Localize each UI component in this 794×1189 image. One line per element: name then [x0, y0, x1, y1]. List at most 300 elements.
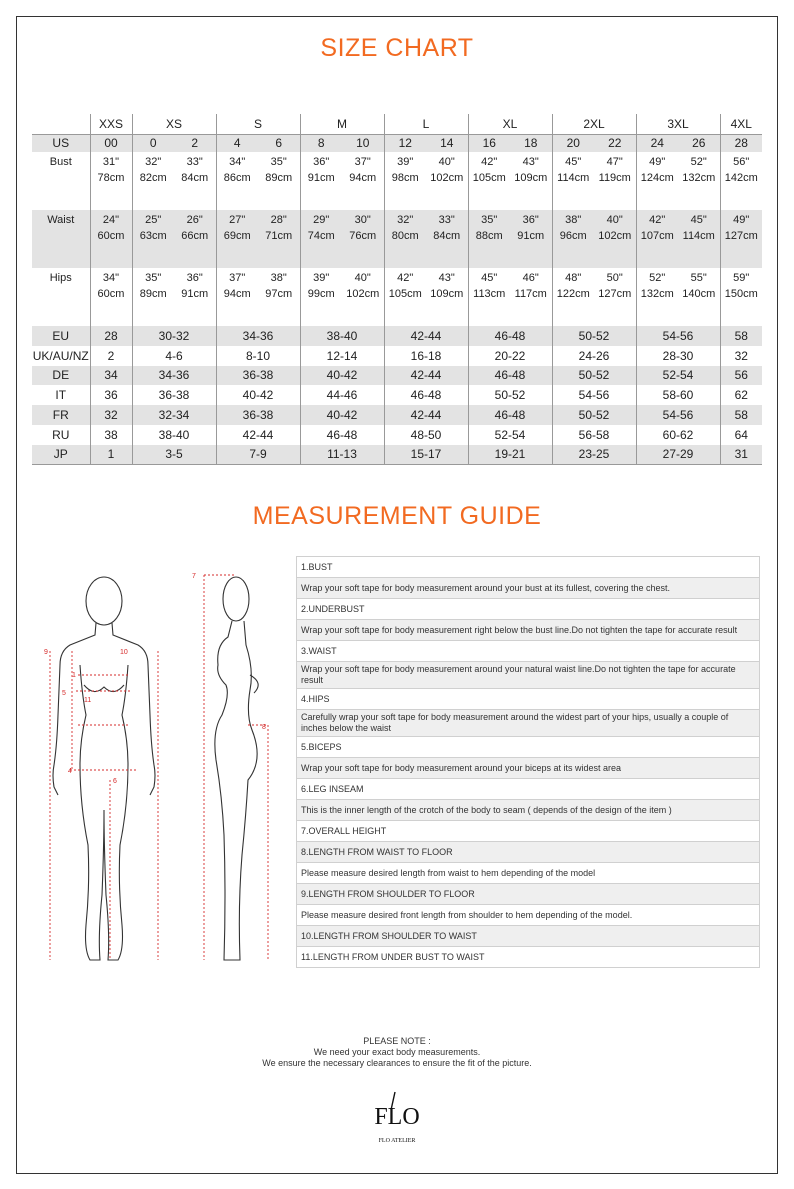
intl-size-cell: 15-17	[384, 445, 468, 465]
us-size-cell: 24	[636, 134, 678, 152]
hips-cell	[132, 268, 174, 326]
hips-cell	[342, 268, 384, 326]
hips-cm: 97cm	[265, 288, 293, 300]
bust-cell	[132, 152, 174, 210]
bust-cm: 94cm	[349, 172, 377, 184]
bust-cell	[300, 152, 342, 210]
intl-size-cell: 36	[90, 385, 132, 405]
hips-cm: 132cm	[640, 288, 674, 300]
letter-size-cell: 2XL	[552, 114, 636, 134]
hips-cm: 102cm	[346, 288, 380, 300]
intl-size-cell: 3-5	[132, 445, 216, 465]
intl-size-cell: 54-56	[636, 326, 720, 346]
waist-cell	[258, 210, 300, 268]
bust-inches: 40"	[438, 156, 455, 168]
waist-inches: 42"	[649, 214, 666, 226]
us-size-cell: 2	[174, 134, 216, 152]
guide-text: 9.LENGTH FROM SHOULDER TO FLOOR	[297, 884, 760, 905]
intl-size-cell: 56-58	[552, 425, 636, 445]
intl-size-cell: 40-42	[300, 405, 384, 425]
marker-1: 1	[72, 672, 76, 679]
guide-text: 8.LENGTH FROM WAIST TO FLOOR	[297, 842, 760, 863]
letter-size-cell: 3XL	[636, 114, 720, 134]
hips-inches: 37"	[229, 272, 246, 284]
guide-row	[297, 905, 760, 926]
waist-cm: 60cm	[97, 230, 125, 242]
row-label: Waist	[32, 210, 90, 268]
intl-size-cell: 50-52	[468, 385, 552, 405]
intl-size-cell: 42-44	[216, 425, 300, 445]
bust-cm: 102cm	[430, 172, 464, 184]
hips-cell	[552, 268, 594, 326]
hips-cm: 91cm	[181, 288, 209, 300]
marker-8: 8	[262, 724, 266, 731]
hips-cell	[174, 268, 216, 326]
intl-size-cell: 36-38	[216, 366, 300, 386]
bust-inches: 39"	[397, 156, 414, 168]
guide-row	[297, 863, 760, 884]
waist-cm: 102cm	[598, 230, 632, 242]
bust-cm: 82cm	[139, 172, 167, 184]
bust-cell	[720, 152, 762, 210]
hips-cm: 105cm	[388, 288, 422, 300]
bust-row	[32, 152, 762, 210]
intl-size-cell: 32-34	[132, 405, 216, 425]
us-size-cell: 8	[300, 134, 342, 152]
intl-size-cell: 8-10	[216, 346, 300, 366]
figure-markers	[44, 573, 266, 785]
bust-cm: 114cm	[557, 172, 590, 184]
waist-inches: 35"	[481, 214, 498, 226]
guide-row	[297, 578, 760, 599]
intl-size-cell: 27-29	[636, 445, 720, 465]
waist-cell	[384, 210, 426, 268]
guide-row	[297, 662, 760, 689]
letter-size-cell: L	[384, 114, 468, 134]
letter-size-cell: S	[216, 114, 300, 134]
bust-cm: 84cm	[181, 172, 209, 184]
bust-inches: 31"	[102, 156, 120, 168]
intl-size-cell: 36-38	[132, 385, 216, 405]
waist-inches: 30"	[354, 214, 371, 226]
bust-inches: 35"	[270, 156, 287, 168]
intl-size-cell: 38-40	[300, 326, 384, 346]
bust-inches: 33"	[186, 156, 203, 168]
hips-inches: 46"	[522, 272, 539, 284]
waist-cell	[174, 210, 216, 268]
intl-size-row	[32, 445, 762, 465]
waist-cm: 71cm	[265, 230, 293, 242]
waist-cm: 74cm	[307, 230, 335, 242]
intl-size-cell: 46-48	[384, 385, 468, 405]
intl-size-cell: 52-54	[636, 366, 720, 386]
waist-inches: 40"	[606, 214, 623, 226]
intl-size-cell: 16-18	[384, 346, 468, 366]
logo-name: FLO ATELIER	[378, 1138, 416, 1144]
waist-inches: 27"	[229, 214, 246, 226]
hips-cell	[90, 268, 132, 326]
hips-inches: 39"	[313, 272, 330, 284]
hips-cell	[510, 268, 552, 326]
intl-size-cell: 38	[90, 425, 132, 445]
guide-text: Carefully wrap your soft tape for body measurement around the widest part of your hips, usually a couple of inches below the waist	[297, 710, 760, 737]
hips-inches: 48"	[565, 272, 582, 284]
intl-size-cell: 36-38	[216, 405, 300, 425]
hips-inches: 45"	[481, 272, 498, 284]
guide-text: 4.HIPS	[297, 689, 760, 710]
waist-cell	[552, 210, 594, 268]
intl-size-cell: 54-56	[636, 405, 720, 425]
body-figures	[40, 565, 290, 975]
note-line-1: We need your exact body measurements.	[313, 1047, 481, 1057]
bust-inches: 56"	[733, 156, 750, 168]
intl-size-cell: 52-54	[468, 425, 552, 445]
intl-size-cell: 58-60	[636, 385, 720, 405]
intl-size-cell: 34-36	[132, 366, 216, 386]
waist-inches: 45"	[690, 214, 707, 226]
logo-mark: FLO	[374, 1104, 420, 1130]
intl-size-cell: 46-48	[468, 405, 552, 425]
waist-inches: 32"	[397, 214, 414, 226]
waist-cm: 127cm	[724, 230, 758, 242]
guide-row	[297, 947, 760, 968]
hips-cell	[720, 268, 762, 326]
waist-inches: 38"	[565, 214, 582, 226]
hips-inches: 55"	[690, 272, 707, 284]
waist-cm: 80cm	[391, 230, 419, 242]
side-figure	[215, 577, 258, 960]
waist-cm: 96cm	[559, 230, 587, 242]
hips-cell	[384, 268, 426, 326]
marker-6: 6	[113, 778, 117, 785]
waist-row	[32, 210, 762, 268]
intl-size-cell: 50-52	[552, 405, 636, 425]
guide-row	[297, 842, 760, 863]
guide-text: 2.UNDERBUST	[297, 599, 760, 620]
guide-text: Wrap your soft tape for body measurement around your biceps at its widest area	[297, 758, 760, 779]
marker-9: 9	[44, 649, 48, 656]
hips-cm: 127cm	[598, 288, 632, 300]
guide-row	[297, 884, 760, 905]
row-label: Hips	[49, 272, 72, 284]
intl-size-cell: 64	[720, 425, 762, 445]
guide-text: This is the inner length of the crotch of the body to seam ( depends of the design of the item )	[297, 800, 760, 821]
hips-cm: 109cm	[430, 288, 464, 300]
waist-cell	[90, 210, 132, 268]
intl-size-cell: 42-44	[384, 366, 468, 386]
bust-cm: 105cm	[472, 172, 506, 184]
marker-10: 10	[120, 649, 128, 656]
guide-text: Wrap your soft tape for body measurement around your bust at its fullest, covering the chest.	[297, 578, 760, 599]
hips-cm: 150cm	[724, 288, 758, 300]
intl-size-cell: 1	[90, 445, 132, 465]
bust-inches: 36"	[313, 156, 330, 168]
bust-inches: 32"	[145, 156, 162, 168]
intl-size-cell: 19-21	[468, 445, 552, 465]
waist-inches: 36"	[522, 214, 539, 226]
bust-cm: 142cm	[724, 172, 758, 184]
bust-inches: 49"	[649, 156, 666, 168]
us-size-cell: 22	[594, 134, 636, 152]
hips-cell	[468, 268, 510, 326]
hips-cell	[426, 268, 468, 326]
marker-7: 7	[192, 573, 196, 580]
intl-size-cell: 40-42	[216, 385, 300, 405]
intl-size-cell: 46-48	[300, 425, 384, 445]
us-size-cell: 16	[468, 134, 510, 152]
waist-cm: 114cm	[682, 230, 715, 242]
intl-size-row	[32, 385, 762, 405]
guide-text: 10.LENGTH FROM SHOULDER TO WAIST	[297, 926, 760, 947]
intl-size-cell: 7-9	[216, 445, 300, 465]
intl-size-cell: 12-14	[300, 346, 384, 366]
guide-row	[297, 926, 760, 947]
waist-cell	[426, 210, 468, 268]
guide-text: Please measure desired front length from shoulder to hem depending of the model.	[297, 905, 760, 926]
bust-cm: 119cm	[598, 172, 631, 184]
size-chart-title: SIZE CHART	[320, 34, 474, 62]
hips-row	[32, 268, 762, 326]
waist-cell	[594, 210, 636, 268]
guide-row	[297, 599, 760, 620]
hips-inches: 43"	[438, 272, 455, 284]
row-label: US	[32, 134, 90, 152]
bust-cell	[216, 152, 258, 210]
us-size-cell: 28	[720, 134, 762, 152]
waist-cm: 69cm	[223, 230, 251, 242]
waist-cell	[510, 210, 552, 268]
intl-size-cell: 38-40	[132, 425, 216, 445]
guide-text: 5.BICEPS	[297, 737, 760, 758]
guide-row	[297, 779, 760, 800]
us-size-cell: 20	[552, 134, 594, 152]
waist-inches: 26"	[186, 214, 203, 226]
intl-size-cell: 32	[720, 346, 762, 366]
hips-cm: 113cm	[473, 288, 506, 300]
hips-cm: 117cm	[514, 288, 547, 300]
bust-cm: 109cm	[514, 172, 548, 184]
waist-cell	[678, 210, 720, 268]
letter-size-row	[32, 114, 762, 134]
us-size-cell: 6	[258, 134, 300, 152]
intl-size-cell: 23-25	[552, 445, 636, 465]
intl-size-row	[32, 346, 762, 366]
intl-size-cell: 20-22	[468, 346, 552, 366]
intl-size-cell: 62	[720, 385, 762, 405]
guide-row	[297, 620, 760, 641]
measurement-lines	[50, 575, 268, 960]
bust-cm: 98cm	[391, 172, 419, 184]
waist-cm: 66cm	[181, 230, 209, 242]
us-size-row	[32, 134, 762, 152]
hips-cm: 94cm	[223, 288, 251, 300]
bust-cell	[552, 152, 594, 210]
guide-text: Wrap your soft tape for body measurement around your natural waist line.Do not tighten the tape for accurate result	[297, 662, 760, 689]
hips-inches: 38"	[270, 272, 287, 284]
intl-size-cell: 40-42	[300, 366, 384, 386]
bust-cell	[426, 152, 468, 210]
intl-size-cell: 42-44	[384, 326, 468, 346]
hips-inches: 36"	[186, 272, 203, 284]
intl-size-cell: 42-44	[384, 405, 468, 425]
intl-size-cell: 24-26	[552, 346, 636, 366]
bust-cm: 132cm	[682, 172, 716, 184]
waist-inches: 49"	[733, 214, 750, 226]
us-size-cell: 18	[510, 134, 552, 152]
intl-size-cell: 54-56	[552, 385, 636, 405]
waist-cm: 84cm	[433, 230, 461, 242]
intl-size-cell: 46-48	[468, 326, 552, 346]
letter-size-cell: XXS	[90, 114, 132, 134]
hips-inches: 42"	[397, 272, 414, 284]
us-size-cell: 14	[426, 134, 468, 152]
hips-cm: 140cm	[682, 288, 716, 300]
waist-cm: 88cm	[475, 230, 503, 242]
guide-row	[297, 689, 760, 710]
bust-cell	[636, 152, 678, 210]
row-label: Bust	[49, 156, 72, 168]
hips-cm: 99cm	[307, 288, 335, 300]
hips-inches: 40"	[354, 272, 371, 284]
waist-cell	[342, 210, 384, 268]
guide-text: 7.OVERALL HEIGHT	[297, 821, 760, 842]
waist-cell	[468, 210, 510, 268]
intl-size-cell: 58	[720, 405, 762, 425]
us-size-cell: 00	[90, 134, 132, 152]
hips-cell	[258, 268, 300, 326]
us-size-cell: 12	[384, 134, 426, 152]
bust-cm: 91cm	[307, 172, 335, 184]
letter-size-cell: M	[300, 114, 384, 134]
bust-inches: 47"	[606, 156, 623, 168]
row-label: FR	[32, 405, 90, 425]
hips-inches: 50"	[606, 272, 623, 284]
us-size-cell: 26	[678, 134, 720, 152]
row-label: DE	[32, 366, 90, 386]
marker-11: 11	[84, 697, 92, 704]
hips-cell	[216, 268, 258, 326]
bust-cell	[342, 152, 384, 210]
brand-logo	[357, 1088, 437, 1148]
intl-size-row	[32, 425, 762, 445]
bust-cm: 89cm	[265, 172, 293, 184]
intl-size-cell: 28	[90, 326, 132, 346]
waist-cell	[720, 210, 762, 268]
marker-5: 5	[62, 690, 66, 697]
intl-size-cell: 31	[720, 445, 762, 465]
bust-inches: 37"	[354, 156, 371, 168]
waist-inches: 29"	[313, 214, 330, 226]
bust-inches: 52"	[690, 156, 707, 168]
guide-text: 11.LENGTH FROM UNDER BUST TO WAIST	[297, 947, 760, 968]
waist-inches: 28"	[270, 214, 287, 226]
intl-size-cell: 34-36	[216, 326, 300, 346]
guide-text: 1.BUST	[297, 557, 760, 578]
note-heading: PLEASE NOTE :	[363, 1036, 431, 1046]
guide-text: Please measure desired length from waist to hem depending of the model	[297, 863, 760, 884]
corner-cell	[32, 114, 90, 134]
hips-cell	[678, 268, 720, 326]
intl-size-cell: 32	[90, 405, 132, 425]
bust-cell	[510, 152, 552, 210]
waist-cell	[132, 210, 174, 268]
hips-inches: 34"	[102, 272, 120, 284]
bust-cell	[90, 152, 132, 210]
intl-size-cell: 50-52	[552, 366, 636, 386]
bust-cell	[258, 152, 300, 210]
intl-size-cell: 48-50	[384, 425, 468, 445]
us-size-cell: 10	[342, 134, 384, 152]
guide-text: Wrap your soft tape for body measurement right below the bust line.Do not tighten the tape for accurate result	[297, 620, 760, 641]
bust-inches: 34"	[229, 156, 246, 168]
waist-cm: 63cm	[139, 230, 167, 242]
intl-size-cell: 30-32	[132, 326, 216, 346]
guide-row	[297, 557, 760, 578]
measurement-guide-title: MEASUREMENT GUIDE	[252, 502, 542, 530]
hips-inches: 35"	[145, 272, 162, 284]
intl-size-row	[32, 405, 762, 425]
waist-cell	[636, 210, 678, 268]
waist-cell	[300, 210, 342, 268]
intl-size-cell: 58	[720, 326, 762, 346]
intl-size-row	[32, 326, 762, 346]
intl-size-cell: 28-30	[636, 346, 720, 366]
waist-cm: 91cm	[517, 230, 545, 242]
intl-size-cell: 11-13	[300, 445, 384, 465]
hips-inches: 52"	[649, 272, 666, 284]
hips-cm: 60cm	[97, 288, 125, 300]
row-label: RU	[52, 427, 70, 442]
waist-cm: 76cm	[349, 230, 377, 242]
bust-cm: 78cm	[97, 172, 125, 184]
intl-size-cell: 60-62	[636, 425, 720, 445]
hips-cell	[636, 268, 678, 326]
size-chart-table	[32, 114, 762, 465]
waist-inches: 24"	[102, 214, 120, 226]
us-size-cell: 0	[132, 134, 174, 152]
bust-cm: 86cm	[223, 172, 251, 184]
bust-inches: 43"	[522, 156, 539, 168]
waist-cm: 107cm	[640, 230, 674, 242]
guide-row	[297, 800, 760, 821]
intl-size-cell: 46-48	[468, 366, 552, 386]
row-label: JP	[32, 445, 90, 465]
guide-row	[297, 758, 760, 779]
bust-cell	[384, 152, 426, 210]
intl-size-cell: 50-52	[552, 326, 636, 346]
guide-text: 6.LEG INSEAM	[297, 779, 760, 800]
intl-size-cell: 56	[720, 366, 762, 386]
hips-cell	[300, 268, 342, 326]
intl-size-cell: 34	[90, 366, 132, 386]
row-label: EU	[32, 326, 90, 346]
waist-cell	[216, 210, 258, 268]
row-label: IT	[55, 388, 67, 403]
guide-text: 3.WAIST	[297, 641, 760, 662]
letter-size-cell: XL	[468, 114, 552, 134]
guide-row	[297, 641, 760, 662]
hips-cell	[594, 268, 636, 326]
note-line-2: We ensure the necessary clearances to ensure the fit of the picture.	[262, 1058, 532, 1068]
intl-size-row	[32, 366, 762, 386]
bust-cell	[174, 152, 216, 210]
us-size-cell: 4	[216, 134, 258, 152]
guide-row	[297, 821, 760, 842]
hips-inches: 59"	[733, 272, 750, 284]
marker-4: 4	[68, 768, 72, 775]
waist-inches: 25"	[145, 214, 162, 226]
bust-cell	[468, 152, 510, 210]
